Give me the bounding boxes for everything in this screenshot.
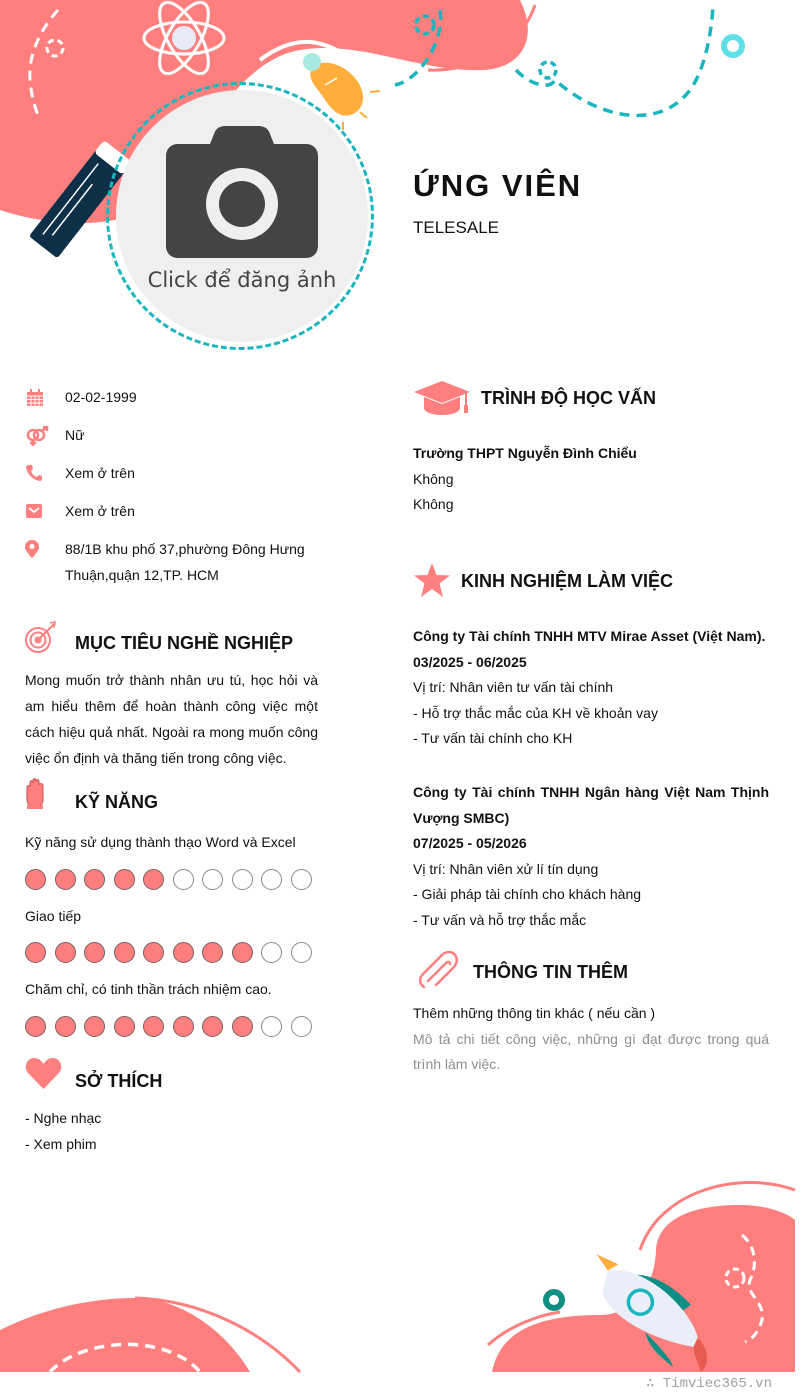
hand-icon [24, 778, 48, 810]
rating-dot-empty[interactable] [261, 1016, 282, 1037]
objective-text[interactable]: Mong muốn trở thành nhân ưu tú, học hỏi và am hiểu thêm để hoàn thành công việc một cách hiệu quả nhất. Ngoài ra mong muốn công việc ổn định và thăng tiến trong công việc. [25, 672, 318, 766]
rating-dot-empty[interactable] [202, 869, 223, 890]
rating-dot-empty[interactable] [261, 942, 282, 963]
skill-name[interactable]: Chăm chỉ, có tinh thần trách nhiệm cao. [25, 981, 272, 997]
rating-dot-filled[interactable] [114, 869, 135, 890]
hobby-item[interactable]: - Xem phim [25, 1136, 97, 1152]
skill-rating[interactable] [25, 869, 312, 890]
additional-title: THÔNG TIN THÊM [473, 962, 628, 982]
address-value[interactable]: 88/1B khu phố 37,phường Đông Hưng Thuận,quận 12,TP. HCM [65, 541, 305, 583]
ring-decoration [546, 1292, 562, 1308]
job-duty[interactable]: - Giải pháp tài chính cho khách hàng [413, 886, 642, 902]
skill-name[interactable]: Giao tiếp [25, 908, 82, 924]
skill-name[interactable]: Kỹ năng sử dụng thành thạo Word và Excel [25, 834, 296, 850]
job-period[interactable]: 03/2025 - 06/2025 [413, 653, 527, 670]
phone-value[interactable]: Xem ở trên [65, 465, 135, 481]
avatar-upload-label: Click để đăng ảnh [147, 268, 337, 292]
additional-text[interactable]: Thêm những thông tin khác ( nếu cần ) [413, 1005, 656, 1021]
rating-dot-filled[interactable] [202, 942, 223, 963]
rating-dot-filled[interactable] [84, 1016, 105, 1037]
email-value[interactable]: Xem ở trên [65, 503, 135, 519]
star-icon [414, 563, 450, 597]
rating-dot-filled[interactable] [114, 942, 135, 963]
additional-description[interactable]: Mô tả chi tiết công việc, những gì đạt được trong quá trình làm việc. [413, 1030, 769, 1072]
rating-dot-empty[interactable] [173, 869, 194, 890]
skill-rating[interactable] [25, 942, 312, 963]
job-title[interactable]: TELESALE [413, 218, 499, 237]
skill-rating[interactable] [25, 1016, 312, 1037]
education-detail[interactable]: Không [413, 470, 454, 487]
job-period[interactable]: 07/2025 - 05/2026 [413, 835, 527, 851]
contact-email [25, 498, 325, 524]
education-detail[interactable]: Không [413, 496, 454, 512]
avatar-upload[interactable] [116, 90, 368, 342]
rating-dot-empty[interactable] [232, 869, 253, 890]
heart-icon [25, 1058, 62, 1090]
rating-dot-filled[interactable] [25, 942, 46, 963]
rating-dot-filled[interactable] [173, 942, 194, 963]
contact-address [25, 536, 325, 588]
job-position[interactable]: Vị trí: Nhân viên xử lí tín dụng [413, 860, 599, 877]
calendar-icon [25, 388, 45, 408]
job-entry [413, 624, 769, 752]
rating-dot-empty[interactable] [291, 869, 312, 890]
rating-dot-empty[interactable] [261, 869, 282, 890]
job-duty[interactable]: - Tư vấn và hỗ trợ thắc mắc [413, 911, 587, 928]
rating-dot-filled[interactable] [55, 942, 76, 963]
job-duty[interactable]: - Hỗ trợ thắc mắc của KH về khoản vay [413, 704, 658, 721]
footer-decoration-left [0, 1290, 320, 1375]
job-duty[interactable]: - Tư vấn tài chính cho KH [413, 730, 573, 746]
contact-phone [25, 460, 325, 486]
rating-dot-filled[interactable] [84, 869, 105, 890]
email-icon [25, 502, 43, 520]
contact-gender [25, 422, 325, 448]
gender-value[interactable]: Nữ [65, 427, 85, 443]
gender-icon [25, 426, 49, 446]
job-position[interactable]: Vị trí: Nhân viên tư vấn tài chính [413, 679, 614, 695]
graduation-cap-icon [414, 381, 470, 415]
candidate-name[interactable]: ỨNG VIÊN [413, 168, 583, 203]
camera-icon [166, 126, 318, 258]
rating-dot-filled[interactable] [84, 942, 105, 963]
additional-entry [413, 1001, 769, 1078]
rating-dot-filled[interactable] [25, 869, 46, 890]
education-entry [413, 441, 769, 518]
location-icon [25, 540, 39, 558]
objective-title: MỤC TIÊU NGHỀ NGHIỆP [75, 633, 294, 653]
hobby-item[interactable]: - Nghe nhạc [25, 1110, 102, 1126]
ring-decoration [724, 37, 742, 55]
job-entry [413, 780, 769, 933]
education-title: TRÌNH ĐỘ HỌC VẤN [481, 388, 656, 408]
paperclip-icon [416, 951, 460, 991]
watermark: ∴ Timviec365.vn [645, 1376, 772, 1392]
rating-dot-filled[interactable] [143, 942, 164, 963]
rating-dot-filled[interactable] [143, 1016, 164, 1037]
company-name[interactable]: Công ty Tài chính TNHH MTV Mirae Asset (Việt Nam). [413, 628, 766, 644]
rating-dot-filled[interactable] [143, 869, 164, 890]
rating-dot-filled[interactable] [173, 1016, 194, 1037]
target-icon [24, 621, 58, 655]
phone-icon [25, 464, 43, 482]
footer-decoration-right [480, 1170, 800, 1375]
rating-dot-filled[interactable] [55, 869, 76, 890]
company-name[interactable]: Công ty Tài chính TNHH Ngân hàng Việt Nam Thịnh Vượng SMBC) [413, 784, 769, 826]
rating-dot-filled[interactable] [25, 1016, 46, 1037]
skills-title: KỸ NĂNG [75, 792, 159, 812]
rating-dot-filled[interactable] [202, 1016, 223, 1037]
rating-dot-filled[interactable] [55, 1016, 76, 1037]
rating-dot-empty[interactable] [291, 1016, 312, 1037]
birthday-value[interactable]: 02-02-1999 [65, 389, 137, 405]
school-name[interactable]: Trường THPT Nguyễn Đình Chiểu [413, 445, 637, 461]
experience-title: KINH NGHIỆM LÀM VIỆC [461, 571, 674, 591]
rating-dot-filled[interactable] [232, 1016, 253, 1037]
contact-birthday [25, 384, 325, 410]
rating-dot-filled[interactable] [232, 942, 253, 963]
rating-dot-empty[interactable] [291, 942, 312, 963]
hobbies-title: SỞ THÍCH [75, 1071, 163, 1091]
rating-dot-filled[interactable] [114, 1016, 135, 1037]
